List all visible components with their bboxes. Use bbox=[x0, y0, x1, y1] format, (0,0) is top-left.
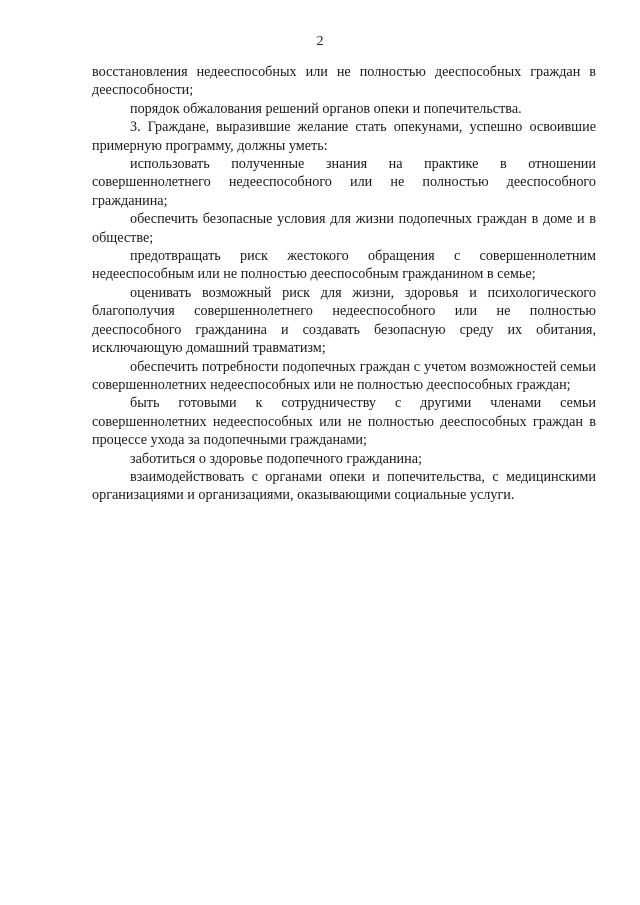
paragraph: быть готовыми к сотрудничеству с другими членами семьи совершеннолетних недееспособных или не полностью дееспособных граждан в процессе ухода за подопечными гражданами; bbox=[92, 395, 596, 449]
paragraph: обеспечить потребности подопечных граждан с учетом возможностей семьи совершеннолетних недееспособных или не полностью дееспособных граждан; bbox=[92, 358, 596, 393]
paragraph: 3. Граждане, выразившие желание стать опекунами, успешно освоившие примерную программу, должны уметь: bbox=[92, 119, 596, 154]
paragraph: использовать полученные знания на практике в отношении совершеннолетнего недееспособного или не полностью дееспособного гражданина; bbox=[92, 156, 596, 209]
paragraph: оценивать возможный риск для жизни, здоровья и психологического благополучия совершеннолетнего недееспособного или не полностью дееспособного гражданина и создавать безопасную среду их обитания, исключающую домашний травматизм; bbox=[92, 284, 596, 357]
paragraph: предотвращать риск жестокого обращения с совершеннолетним недееспособным или не полностью дееспособным гражданином в семье; bbox=[92, 248, 596, 283]
paragraph: восстановления недееспособных или не полностью дееспособных граждан в дееспособности; bbox=[92, 64, 596, 99]
document-body bbox=[92, 63, 596, 505]
page-number: 2 bbox=[316, 34, 324, 49]
paragraph: порядок обжалования решений органов опеки и попечительства. bbox=[130, 100, 522, 117]
paragraph: обеспечить безопасные условия для жизни подопечных граждан в доме и в обществе; bbox=[92, 211, 596, 246]
paragraph: заботиться о здоровье подопечного гражданина; bbox=[130, 450, 422, 467]
paragraph: взаимодействовать с органами опеки и попечительства, с медицинскими организациями и организациями, оказывающими социальные услуги. bbox=[92, 468, 596, 504]
